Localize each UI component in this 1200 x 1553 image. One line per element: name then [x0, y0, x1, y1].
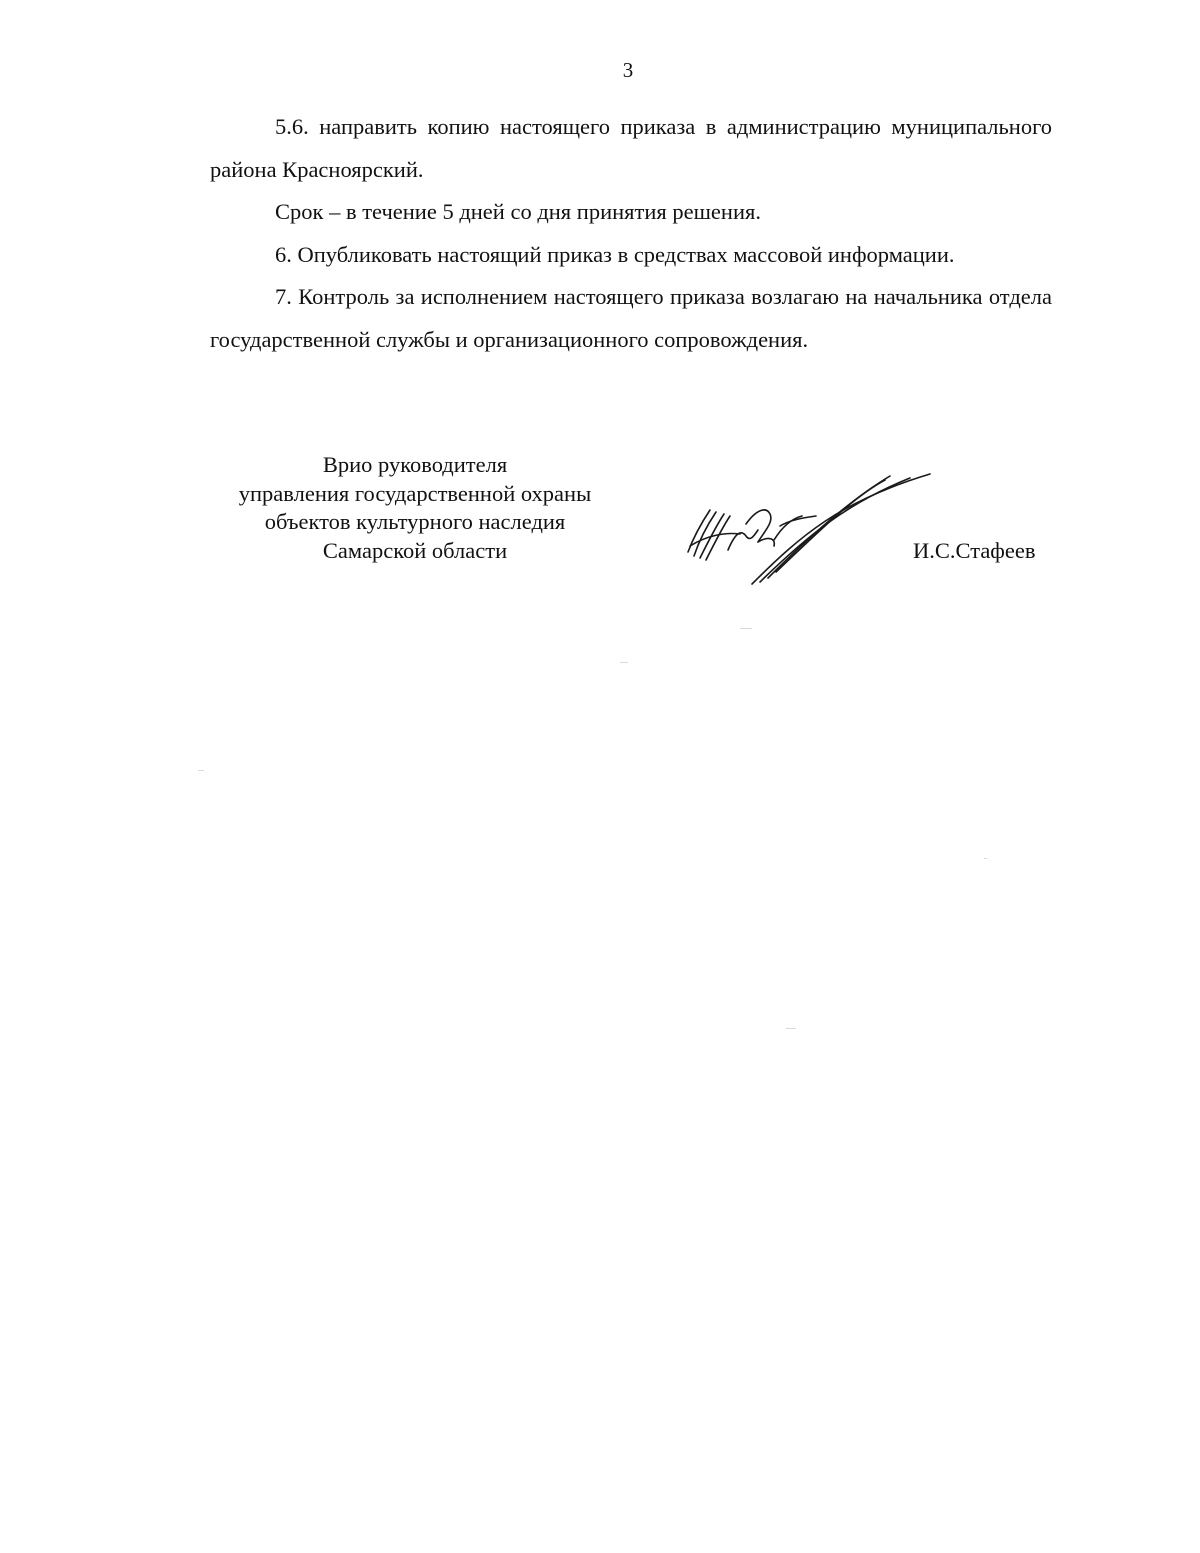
scan-speck	[740, 628, 752, 629]
scan-speck	[620, 662, 628, 663]
scan-speck	[198, 770, 204, 771]
signer-position-line: Самарской области	[322, 537, 508, 563]
page-number: 3	[622, 58, 634, 82]
paragraph-6: 6. Опубликовать настоящий приказ в средствах массовой информации.	[275, 241, 955, 267]
scan-speck	[786, 1028, 796, 1029]
signer-position-line: управления государственной охраны	[238, 480, 592, 506]
paragraph-7: 7. Контроль за исполнением настоящего приказа возлагаю на начальника отдела государственной службы и организационного сопровождения.	[210, 284, 1052, 352]
signer-position-line: объектов культурного наследия	[264, 509, 566, 534]
paragraph-deadline: Срок – в течение 5 дней со дня принятия решения.	[275, 199, 761, 224]
paragraph-5-6: 5.6. направить копию настоящего приказа в администрацию муниципального района Красноярский.	[210, 114, 1052, 182]
handwritten-signature	[680, 466, 940, 586]
signer-position	[205, 451, 625, 565]
signer-position-line: Врио руководителя	[322, 452, 508, 477]
order-body	[210, 106, 1052, 361]
scan-speck	[984, 858, 987, 859]
signer-name: И.С.Стафеев	[913, 538, 1036, 563]
